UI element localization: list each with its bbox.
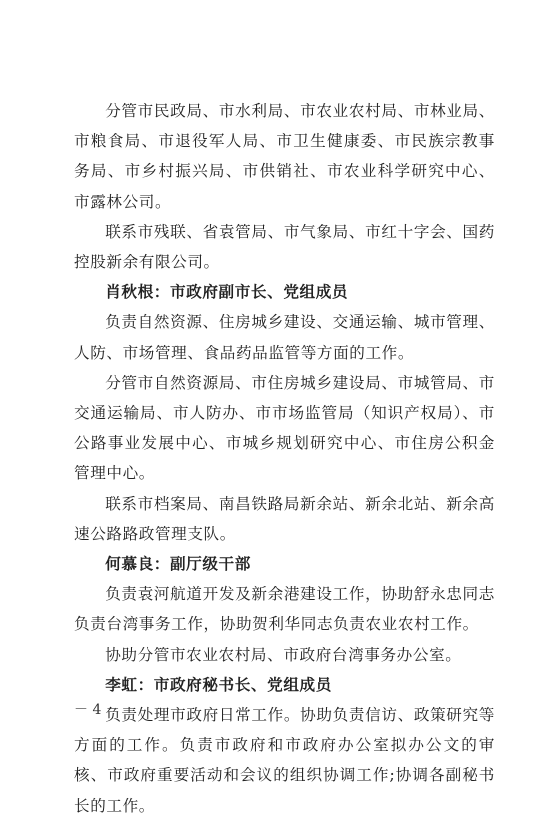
paragraph: 联系市档案局、南昌铁路局新余站、新余北站、新余高速公路路政管理支队。 (74, 494, 495, 543)
document-body (74, 96, 495, 821)
paragraph: 分管市民政局、市水利局、市农业农村局、市林业局、市粮食局、市退役军人局、市卫生健康委、市民族宗教事务局、市乡村振兴局、市供销社、市农业科学研究中心、市露林公司。 (74, 102, 495, 211)
paragraph: 协助分管市农业农村局、市政府台湾事务办公室。 (105, 645, 462, 664)
section-heading: 肖秋根：市政府副市长、党组成员 (105, 283, 349, 302)
page-number: － 4 － (74, 702, 120, 718)
section-heading: 何慕良：副厅级干部 (105, 555, 251, 574)
paragraph: 负责处理市政府日常工作。协助负责信访、政策研究等方面的工作。负责市政府和市政府办公室拟办公文的审核、市政府重要活动和会议的组织协调工作;协调各副秘书长的工作。 (74, 706, 495, 815)
paragraph: 负责袁河航道开发及新余港建设工作，协助舒永忠同志负责台湾事务工作，协助贺利华同志负责农业农村工作。 (74, 585, 495, 634)
paragraph: 负责自然资源、住房城乡建设、交通运输、城市管理、人防、市场管理、食品药品监管等方面的工作。 (74, 313, 495, 362)
paragraph: 联系市残联、省袁管局、市气象局、市红十字会、国药控股新余有限公司。 (74, 222, 495, 272)
section-heading: 李虹：市政府秘书长、党组成员 (105, 675, 332, 694)
paragraph: 分管市自然资源局、市住房城乡建设局、市城管局、市交通运输局、市人防办、市市场监管局（知识产权局）、市公路事业发展中心、市城乡规划研究中心、市住房公积金管理中心。 (74, 373, 495, 483)
